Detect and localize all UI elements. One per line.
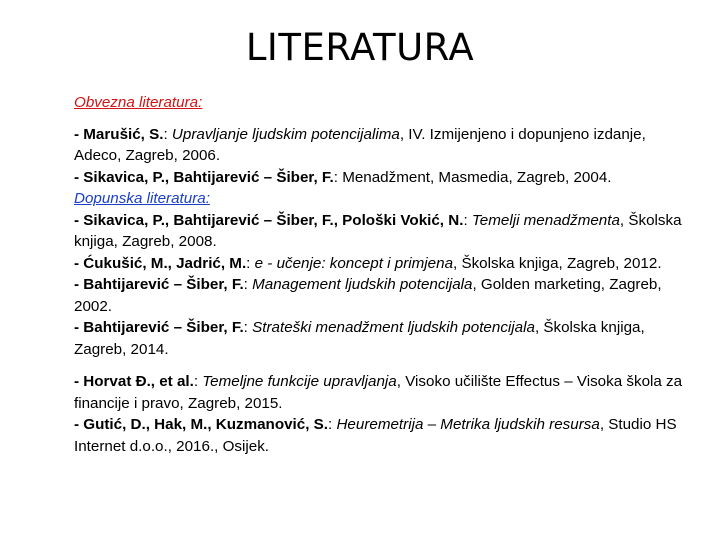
- literature-entry: - Sikavica, P., Bahtijarević – Šiber, F.: Menadžment, Masmedia, Zagreb, 2004.: [74, 168, 612, 186]
- literature-entry: - Ćukušić, M., Jadrić, M.: e - učenje: koncept i primjena, Školska knjiga, Zagreb, 2012.: [74, 254, 662, 272]
- entry-title: Management ljudskih potencijala: [252, 276, 473, 293]
- entry-author: - Sikavica, P., Bahtijarević – Šiber, F., Pološki Vokić, N.: [74, 211, 464, 229]
- literature-entry: - Bahtijarević – Šiber, F.: Management ljudskih potencijala, Golden marketing, Zagreb, 2002.: [74, 276, 662, 315]
- entry-title: Upravljanje ljudskim potencijalima: [171, 125, 400, 143]
- entry-author: - Marušić, S.: [74, 125, 164, 143]
- supplementary-heading: Dopunska literatura:: [74, 190, 210, 207]
- mandatory-heading: Obvezna literatura:: [74, 94, 203, 111]
- entry-author: - Gutić, D., Hak, M., Kuzmanović, S.: [74, 416, 329, 433]
- entry-title: e - učenje: koncept i primjena: [254, 254, 454, 272]
- entry-publication: , IV. Izmijenjeno i dopunjeno izdanje, Adeco, Zagreb, 2006.: [74, 125, 646, 164]
- entry-publication: , Školska knjiga, Zagreb, 2014.: [74, 319, 645, 358]
- entry-publication: , Školska knjiga, Zagreb, 2012.: [453, 254, 662, 272]
- entry-title: Heuremetrija – Metrika ljudskih resursa: [336, 416, 600, 433]
- entry-author: - Ćukušić, M., Jadrić, M.: [74, 254, 247, 272]
- literature-entry: - Bahtijarević – Šiber, F.: Strateški menadžment ljudskih potencijala, Školska knjiga, Zagreb, 2014.: [74, 319, 645, 358]
- entry-author: - Sikavica, P., Bahtijarević – Šiber, F.: [74, 168, 334, 186]
- entry-publication: , Golden marketing, Zagreb, 2002.: [74, 276, 662, 315]
- entry-publication: Menadžment, Masmedia, Zagreb, 2004.: [342, 168, 612, 186]
- entry-author: - Bahtijarević – Šiber, F.: [74, 276, 244, 293]
- entry-publication: , Studio HS Internet d.o.o., 2016., Osijek.: [74, 416, 677, 455]
- entry-publication: , Visoko učilište Effectus – Visoka škola za financije i pravo, Zagreb, 2015.: [74, 373, 683, 412]
- entry-title: Temelji menadžmenta: [471, 211, 620, 229]
- literature-entry: - Sikavica, P., Bahtijarević – Šiber, F., Pološki Vokić, N.: Temelji menadžmenta, Školska knjiga, Zagreb, 2008.: [74, 211, 682, 250]
- entry-title: Temeljne funkcije upravljanja: [202, 373, 397, 390]
- entry-publication: , Školska knjiga, Zagreb, 2008.: [74, 211, 682, 250]
- entry-author: - Horvat Đ., et al.: [74, 373, 194, 390]
- entry-author: - Bahtijarević – Šiber, F.: [74, 319, 244, 336]
- literature-entry: - Gutić, D., Hak, M., Kuzmanović, S.: Heuremetrija – Metrika ljudskih resursa, Studio HS Internet d.o.o., 2016., Osijek.: [74, 416, 677, 455]
- entry-title: Strateški menadžment ljudskih potencijala: [252, 319, 535, 336]
- literature-entry: - Marušić, S.: Upravljanje ljudskim potencijalima, IV. Izmijenjeno i dopunjeno izdanje, Adeco, Zagreb, 2006.: [74, 125, 646, 164]
- page-title: LITERATURA: [245, 26, 475, 69]
- literature-entry: - Horvat Đ., et al.: Temeljne funkcije upravljanja, Visoko učilište Effectus – Visoka škola za financije i pravo, Zagreb, 2015.: [74, 373, 683, 412]
- literature-list: [74, 92, 694, 457]
